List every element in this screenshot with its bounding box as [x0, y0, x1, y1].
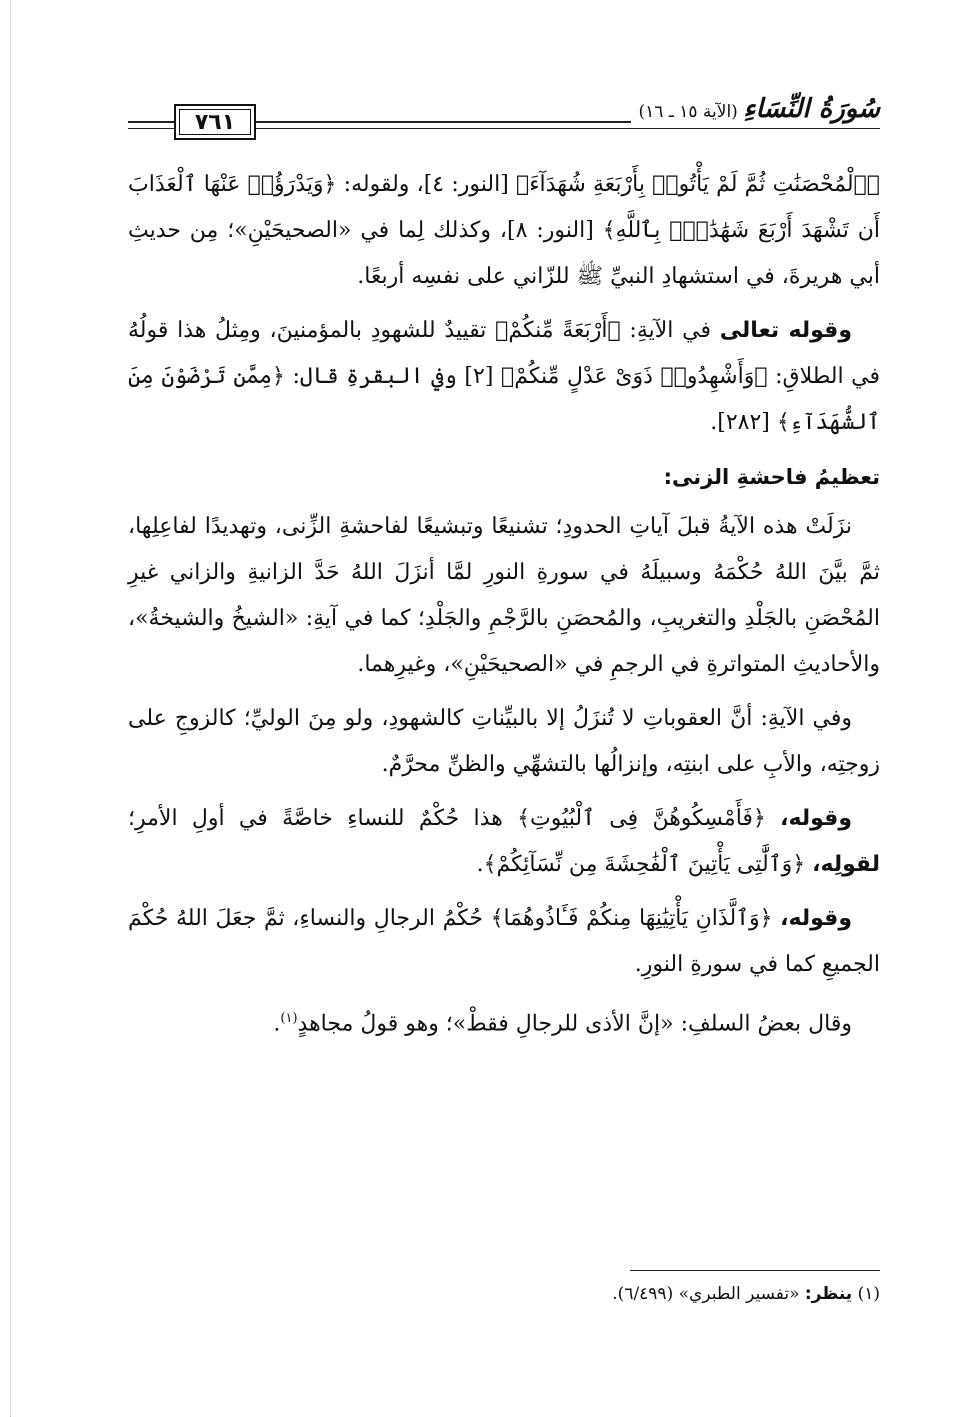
book-page — [128, 88, 880, 1368]
lead-word: وقوله تعالى — [719, 318, 852, 343]
footnote-reference: (١) — [280, 1011, 298, 1026]
lead-word: وقوله، — [780, 906, 852, 931]
scan-edge — [0, 0, 11, 1417]
section-heading: تعظيمُ فاحشةِ الزنى: — [663, 465, 880, 489]
footnote-marker: (١) — [857, 1284, 880, 1304]
surah-title: سُورَةُ النِّسَاءِ — [743, 94, 880, 124]
paragraph: وقوله، ﴿وَٱلَّذَانِ يَأْتِيَٰنِهَا مِنكُمْ فَـَٔاذُوهُمَا﴾ حُكْمُ الرجالِ والنساءِ، ثمَّ جعَلَ اللهُ حُكْمَ الجميعِ كما في سورةِ النورِ. — [128, 906, 880, 977]
footnote-text: «تفسير الطبري» (٦/٤٩٩). — [612, 1284, 800, 1304]
paragraph: ﴿ٱلْمُحْصَنَٰتِ ثُمَّ لَمْ يَأْتُوا۟ بِأَرْبَعَةِ شُهَدَآءَ﴾ [النور: ٤]، ولقوله: ﴿وَيَدْرَؤُا۟ عَنْهَا ٱلْعَذَابَ أَن تَشْهَدَ أَرْبَعَ شَهَٰدَٰتٍۭ بِٱللَّهِ﴾ [النور: ٨]، وكذلك لِما في «الصحيحَيْنِ»؛ مِن حديثِ أبي هريرةَ، في استشهادِ النبيِّ ﷺ للزّاني على نفسِه أربعًا. — [128, 172, 880, 289]
page-number: ٧٦١ — [174, 104, 256, 140]
paragraph: وفي الآيةِ: أنَّ العقوباتِ لا تُنزَلُ إلا بالبيِّناتِ كالشهودِ، ولو مِنَ الوليِّ؛ كالزوجِ على زوجتِه، والأبِ على ابنتِه، وإنزالُها بالتشهِّي والظنِّ محرَّمٌ. — [128, 706, 880, 777]
paragraph: نزَلَتْ هذه الآيةُ قبلَ آياتِ الحدودِ؛ تشنيعًا وتبشيعًا لفاحشةِ الزِّنى، وتهديدًا لفاعِلِها، ثمَّ بيَّنَ اللهُ حُكْمَهُ وسبيلَهُ في سورةِ النورِ لمَّا أنزَلَ اللهُ حَدَّ الزانيةِ والزاني غيرِ المُحْصَنِ بالجَلْدِ والتغريبِ، والمُحصَنِ بالرَّجْمِ والجَلْدِ؛ كما في آيةِ: «الشيخُ والشيخةُ»، والأحاديثِ المتواترةِ في الرجمِ في «الصحيحَيْنِ»، وغيرِهما. — [128, 514, 880, 677]
paragraph: وقوله، ﴿فَأَمْسِكُوهُنَّ فِى ٱلْبُيُوتِ﴾ هذا حُكْمٌ للنساءِ خاصَّةً في أولِ الأمرِ؛ لقولِه، ﴿وَٱلَّٰتِى يَأْتِينَ ٱلْفَٰحِشَةَ مِن نِّسَآئِكُمْ﴾. — [128, 806, 880, 877]
footnote-lead: ينظر: — [804, 1284, 853, 1304]
verse-range: (الآية ١٥ ـ ١٦) — [638, 102, 738, 122]
lead-word: وقوله، — [780, 806, 852, 831]
footnote — [612, 1284, 880, 1304]
body-text — [128, 162, 880, 1047]
footnote-divider — [630, 1270, 880, 1271]
lead-word: لقولِه، — [812, 852, 880, 877]
paragraph: وقال بعضُ السلفِ: «إنَّ الأذى للرجالِ فقطْ»؛ وهو قولُ مجاهدٍ$^{(١)}$. — [273, 1011, 852, 1037]
paragraph: وقوله تعالى في الآيةِ: ﴿أَرْبَعَةً مِّنكُمْ﴾ تقييدٌ للشهودِ بالمؤمنينَ، ومِثلُ هذا قولُهُ في الطلاقِ: ﴿وَأَشْهِدُوا۟ ذَوَىْ عَدْلٍ مِّنكُمْ﴾ [٢] وفي البقرةِ قال: ﴿مِمَّن تَرْضَوْنَ مِنَ ٱلشُّهَدَآءِ﴾ [٢٨٢]. — [128, 318, 880, 435]
page-header — [128, 88, 880, 150]
running-title — [631, 94, 880, 124]
